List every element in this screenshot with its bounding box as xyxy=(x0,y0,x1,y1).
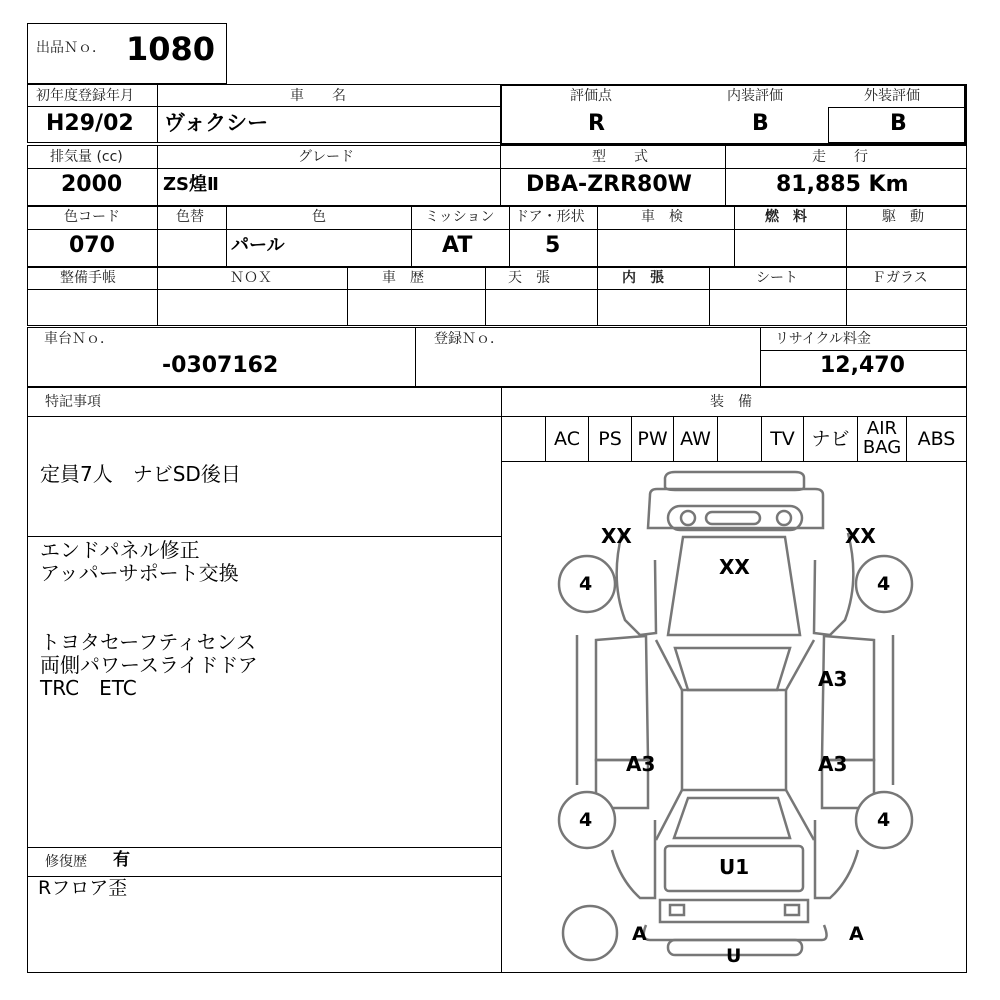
recycle-value: 12,470 xyxy=(820,353,905,378)
remarks-block3-line-1: トヨタセーフティセンス xyxy=(40,630,256,654)
score-label: 評価点 xyxy=(570,88,612,104)
rear-light-right xyxy=(785,905,799,915)
mark-left-rear-door: A3 xyxy=(626,752,656,776)
mark-right-rear-door: A3 xyxy=(818,752,848,776)
history-label: 車 歴 xyxy=(382,270,424,286)
rear-bumper-lower xyxy=(644,925,827,940)
fglass-label: Ｆガラス xyxy=(872,270,928,286)
interior-label: 内装評価 xyxy=(727,88,783,104)
exterior-value: B xyxy=(890,111,907,136)
car-name-label: 車 名 xyxy=(290,88,346,104)
mark-tire-fr: 4 xyxy=(877,573,891,595)
lot-number: 1080 xyxy=(126,30,216,68)
reg-label: 登録Ｎｏ． xyxy=(434,331,504,347)
repaint-label: 色替 xyxy=(176,209,204,225)
equip-pw: PW xyxy=(631,416,674,462)
color-value: パール xyxy=(231,235,285,256)
rear-window xyxy=(674,798,790,838)
first-reg-value: H29/02 xyxy=(46,111,134,136)
inspection-label: 車 検 xyxy=(641,209,683,225)
mark-hood: XX xyxy=(719,555,750,579)
displacement-label: 排気量 (cc) xyxy=(50,149,123,165)
headlight-right xyxy=(777,511,791,525)
model-value: DBA-ZRR80W xyxy=(526,172,692,197)
right-rear-pillar-line xyxy=(786,790,814,840)
remarks-block2-line-2: アッパーサポート交換 xyxy=(40,561,239,585)
roof xyxy=(682,690,786,790)
drive-label: 駆 動 xyxy=(882,209,924,225)
remarks-line-1: 定員7人 ナビSD後日 xyxy=(40,462,241,486)
car-name-value: ヴォクシー xyxy=(164,111,269,135)
remarks-block3-line-2: 両側パワースライドドア xyxy=(40,653,258,677)
equip-airbag-label: AIR BAG xyxy=(862,418,902,458)
mark-right-front-xx: XX xyxy=(845,524,876,548)
repair-note: Rフロア歪 xyxy=(38,877,128,899)
trim-label: 内 張 xyxy=(622,270,664,286)
mission-label: ミッション xyxy=(425,209,495,225)
remarks-block3-line-3: TRC ETC xyxy=(40,676,137,700)
mark-tailgate: U1 xyxy=(719,855,750,879)
left-front-door xyxy=(596,636,648,760)
windshield xyxy=(675,648,790,690)
door-label: ドア・形状 xyxy=(515,209,585,225)
equip-navi: ナビ xyxy=(803,416,858,462)
headliner-label: 天 張 xyxy=(508,270,550,286)
remarks-label: 特記事項 xyxy=(45,394,101,410)
mark-left-front-xx: XX xyxy=(601,524,632,548)
left-rear-quarter xyxy=(612,820,655,898)
displacement-value: 2000 xyxy=(61,172,123,197)
mark-right-front-door: A3 xyxy=(818,667,848,691)
mark-bumper: U xyxy=(726,945,742,967)
interior-value: B xyxy=(752,111,769,136)
chassis-label: 車台Ｎｏ． xyxy=(44,331,114,347)
exterior-label: 外装評価 xyxy=(864,88,920,104)
mileage-label: 走 行 xyxy=(812,149,868,165)
maintenance-label: 整備手帳 xyxy=(60,270,116,286)
first-reg-label: 初年度登録年月 xyxy=(36,88,134,104)
equipment-label: 装 備 xyxy=(710,394,752,410)
headlight-left xyxy=(681,511,695,525)
left-rear-pillar-line xyxy=(656,790,682,840)
color-code-label: 色コード xyxy=(64,209,120,225)
chassis-value: -0307162 xyxy=(162,353,279,378)
lot-number-label: 出品Ｎｏ． xyxy=(36,40,106,56)
repair-label: 修復歴 xyxy=(45,854,87,870)
fuel-label: 燃 料 xyxy=(765,209,807,225)
repair-value: 有 xyxy=(113,850,130,870)
mark-tire-fl: 4 xyxy=(579,573,593,595)
right-front-fender xyxy=(814,533,853,635)
equip-abs: ABS xyxy=(906,416,967,462)
color-label: 色 xyxy=(312,209,326,225)
equip-aw: AW xyxy=(673,416,718,462)
grade-label: グレード xyxy=(298,149,354,165)
front-plate xyxy=(668,506,802,530)
color-code-value: 070 xyxy=(69,233,115,258)
mileage-value: 81,885 Km xyxy=(776,172,909,197)
recycle-label: リサイクル料金 xyxy=(775,331,872,347)
spare-tire xyxy=(563,906,617,960)
door-value: 5 xyxy=(545,233,561,258)
remarks-block2-line-1: エンドパネル修正 xyxy=(40,538,200,562)
score-value: R xyxy=(588,111,605,136)
mark-rear-left: A xyxy=(632,923,647,945)
front-bumper xyxy=(665,472,804,490)
equip-ps: PS xyxy=(588,416,632,462)
front-emblem xyxy=(706,512,760,524)
mission-value: AT xyxy=(442,233,473,258)
left-front-fender xyxy=(617,533,656,635)
mark-rear-right: A xyxy=(849,923,864,945)
equip-ac: AC xyxy=(545,416,589,462)
nox-label: ＮＯＸ xyxy=(230,270,272,286)
model-label: 型 式 xyxy=(592,149,648,165)
mark-tire-rl: 4 xyxy=(579,809,593,831)
grade-value: ZS煌Ⅱ xyxy=(163,174,219,195)
rear-light-left xyxy=(670,905,684,915)
right-front-door xyxy=(822,636,874,760)
seat-label: シート xyxy=(756,270,798,286)
mark-tire-rr: 4 xyxy=(877,809,891,831)
right-rear-quarter xyxy=(815,820,858,898)
hood-panel xyxy=(668,537,800,635)
equip-tv: TV xyxy=(761,416,804,462)
